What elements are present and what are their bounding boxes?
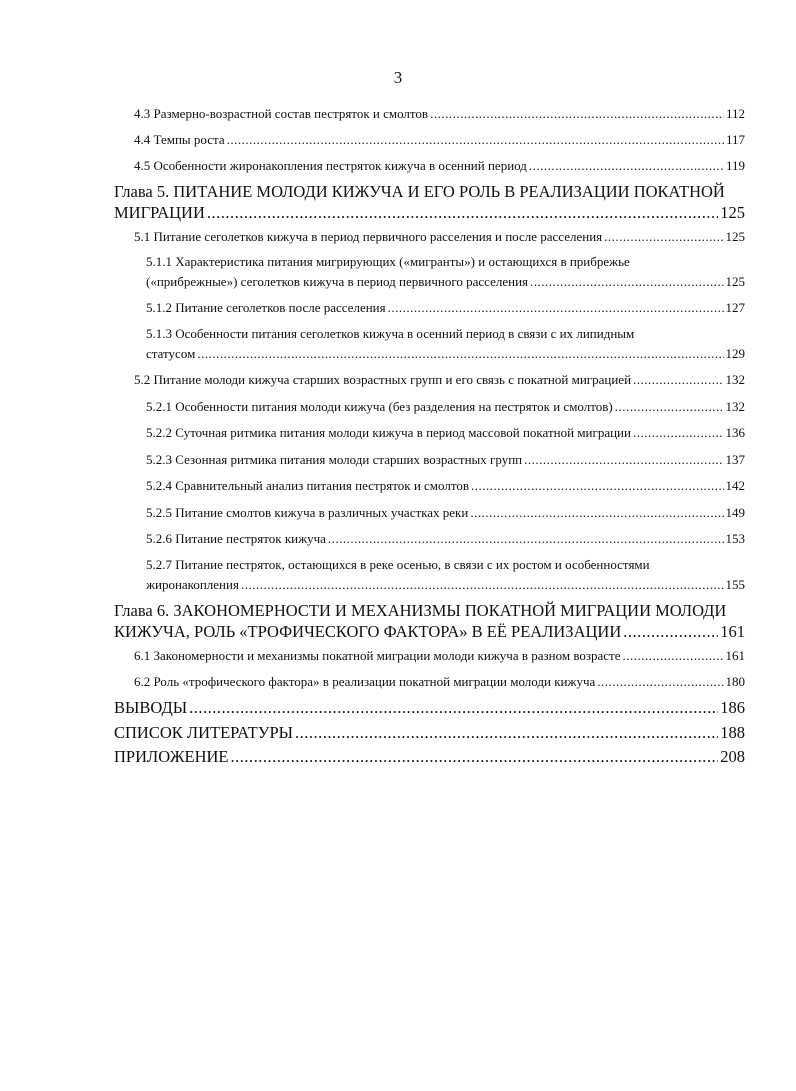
toc-entry-5-2-5 xyxy=(146,505,745,521)
toc-entry-appendix xyxy=(114,747,745,767)
toc-label: СПИСОК ЛИТЕРАТУРЫ xyxy=(114,723,294,742)
leader-dots xyxy=(197,346,723,362)
leader-dots xyxy=(623,622,718,642)
toc-entry-chapter-5 xyxy=(114,203,745,223)
toc-label: 4.5 Особенности жиронакопления пестряток кижуча в осенний период xyxy=(134,158,527,173)
toc-page: 132 xyxy=(725,372,745,387)
toc-label: 5.1.2 Питание сеголетков после расселения xyxy=(146,300,386,315)
toc-entry-5-2-3 xyxy=(146,452,745,468)
toc-page: 125 xyxy=(720,203,745,222)
toc-label: 5.2.1 Особенности питания молоди кижуча (без разделения на пестряток и смолтов) xyxy=(146,399,613,414)
toc-entry-5-1-2 xyxy=(146,300,745,316)
toc-label: 5.1 Питание сеголетков кижуча в период первичного расселения и после расселения xyxy=(134,229,603,244)
toc-label: жиронакопления xyxy=(146,577,239,592)
leader-dots xyxy=(189,698,718,718)
leader-dots xyxy=(328,531,724,547)
toc-entry-references xyxy=(114,723,745,743)
toc-page: 188 xyxy=(720,723,745,742)
toc-entry-4-5 xyxy=(134,158,745,174)
leader-dots xyxy=(430,106,724,122)
toc-page: 208 xyxy=(720,747,745,766)
toc-label: 6.1 Закономерности и механизмы покатной миграции молоди кижуча в разном возрасте xyxy=(134,648,621,663)
toc-entry-4-3 xyxy=(134,106,745,122)
toc-label: статусом xyxy=(146,346,196,361)
toc-entry-5-2-6 xyxy=(146,531,745,547)
toc-entry-5-1 xyxy=(134,229,745,245)
toc-page: 125 xyxy=(725,274,745,289)
toc-entry-5-1-3-line1: 5.1.3 Особенности питания сеголетков кижуча в осенний период в связи с их липидным xyxy=(146,326,635,341)
leader-dots xyxy=(615,399,724,415)
toc-label: 6.2 Роль «трофического фактора» в реализации покатной миграции молоди кижуча xyxy=(134,674,596,689)
toc-label: 5.2.4 Сравнительный анализ питания пестряток и смолтов xyxy=(146,478,470,493)
toc-chapter-6-title: Глава 6. ЗАКОНОМЕРНОСТИ И МЕХАНИЗМЫ ПОКАТНОЙ МИГРАЦИИ МОЛОДИ xyxy=(114,601,727,620)
toc-label: 5.2.2 Суточная ритмика питания молоди кижуча в период массовой покатной миграции xyxy=(146,425,631,440)
toc-label: ВЫВОДЫ xyxy=(114,698,188,717)
leader-dots xyxy=(230,747,718,767)
leader-dots xyxy=(295,723,718,743)
toc-page: 161 xyxy=(725,648,745,663)
toc-page: 153 xyxy=(725,531,745,546)
toc-page: 132 xyxy=(725,399,745,414)
toc-label: 5.2 Питание молоди кижуча старших возрастных групп и его связь с покатной миграцией xyxy=(134,372,632,387)
toc-entry-5-2-7 xyxy=(146,577,745,593)
toc-entry-5-2-2 xyxy=(146,425,745,441)
toc-label: 5.2.6 Питание пестряток кижуча xyxy=(146,531,326,546)
toc-entry-6-1 xyxy=(134,648,745,664)
toc-entry-conclusions xyxy=(114,698,745,718)
toc-entry-5-2-1 xyxy=(146,399,745,415)
leader-dots xyxy=(529,158,724,174)
toc-label: ПРИЛОЖЕНИЕ xyxy=(114,747,229,766)
toc-page: 186 xyxy=(720,698,745,717)
toc-page: 155 xyxy=(725,577,745,592)
leader-dots xyxy=(633,425,724,441)
toc-entry-5-1-1-line1: 5.1.1 Характеристика питания мигрирующих («мигранты») и остающихся в прибрежье xyxy=(146,254,630,269)
toc-label: КИЖУЧА, РОЛЬ «ТРОФИЧЕСКОГО ФАКТОРА» В ЕЁ РЕАЛИЗАЦИИ xyxy=(114,622,622,641)
toc-label: 4.3 Размерно-возрастной состав пестряток и смолтов xyxy=(134,106,429,121)
leader-dots xyxy=(388,300,724,316)
toc-entry-5-1-1 xyxy=(146,274,745,290)
toc-entry-chapter-6 xyxy=(114,622,745,642)
toc-page: 129 xyxy=(725,346,745,361)
toc-page: 119 xyxy=(725,158,745,173)
leader-dots xyxy=(471,478,723,494)
toc-page: 117 xyxy=(725,132,745,147)
leader-dots xyxy=(241,577,724,593)
toc-label: 5.2.3 Сезонная ритмика питания молоди старших возрастных групп xyxy=(146,452,523,467)
toc-page: 136 xyxy=(725,425,745,440)
toc-page: 112 xyxy=(725,106,745,121)
toc-chapter-5-title: Глава 5. ПИТАНИЕ МОЛОДИ КИЖУЧА И ЕГО РОЛЬ В РЕАЛИЗАЦИИ ПОКАТНОЙ xyxy=(114,182,725,201)
leader-dots xyxy=(623,648,724,664)
leader-dots xyxy=(207,203,718,223)
leader-dots xyxy=(597,674,723,690)
page-number: 3 xyxy=(393,68,403,87)
toc-page: 149 xyxy=(725,505,745,520)
leader-dots xyxy=(227,132,724,148)
toc-entry-5-2 xyxy=(134,372,745,388)
leader-dots xyxy=(530,274,723,290)
toc-entry-5-2-7-line1: 5.2.7 Питание пестряток, остающихся в реке осенью, в связи с их ростом и особенностями xyxy=(146,557,650,572)
toc-entry-6-2 xyxy=(134,674,745,690)
toc-page: 137 xyxy=(725,452,745,467)
leader-dots xyxy=(524,452,723,468)
leader-dots xyxy=(470,505,723,521)
toc-entry-5-1-3 xyxy=(146,346,745,362)
toc-label: («прибрежные») сеголетков кижуча в период первичного расселения xyxy=(146,274,529,289)
leader-dots xyxy=(604,229,723,245)
toc-page: 127 xyxy=(725,300,745,315)
toc-label: 5.2.5 Питание смолтов кижуча в различных участках реки xyxy=(146,505,469,520)
toc-entry-4-4 xyxy=(134,132,745,148)
toc-page: 161 xyxy=(720,622,745,641)
toc-page: 142 xyxy=(725,478,745,493)
toc-page: 125 xyxy=(725,229,745,244)
toc-label: 4.4 Темпы роста xyxy=(134,132,225,147)
toc-entry-5-2-4 xyxy=(146,478,745,494)
toc-label: МИГРАЦИИ xyxy=(114,203,205,222)
leader-dots xyxy=(633,372,723,388)
toc-page: 180 xyxy=(725,674,745,689)
